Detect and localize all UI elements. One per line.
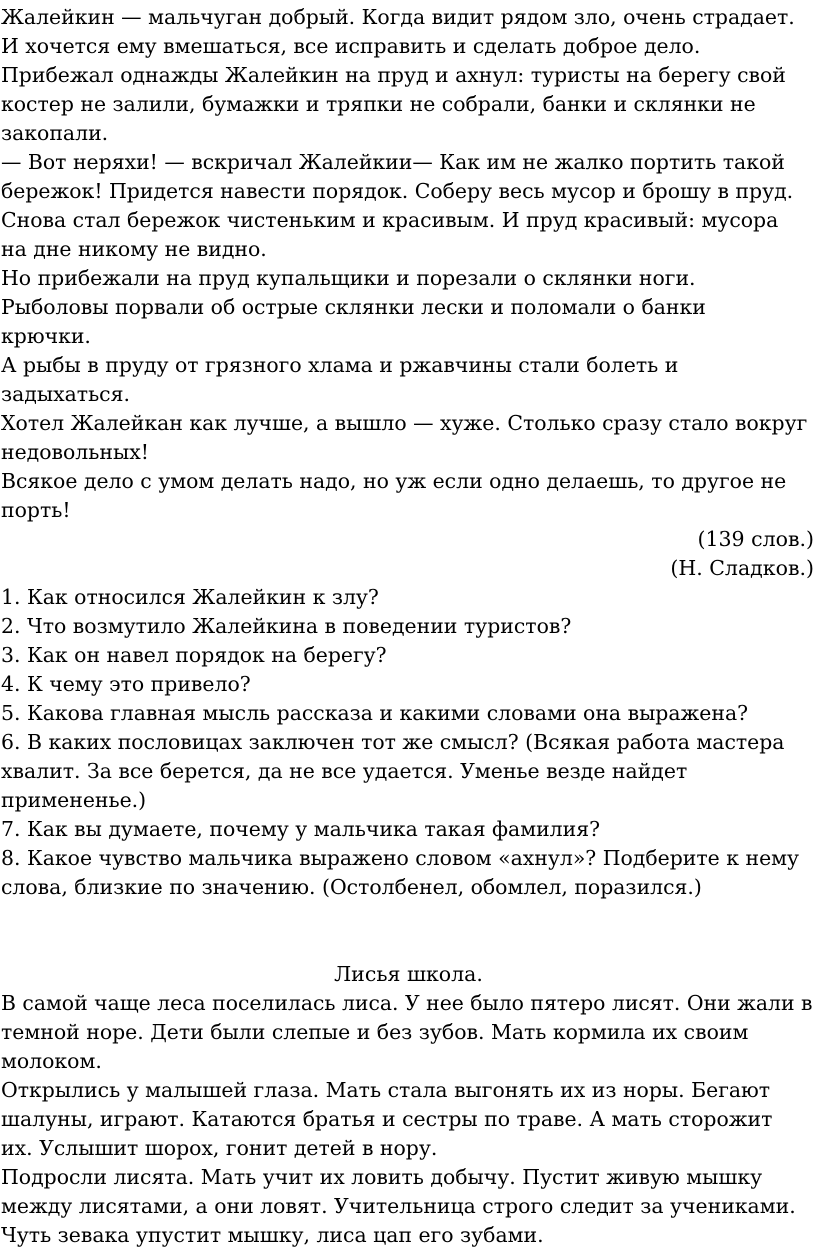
story-2: [1, 960, 816, 1250]
story-2-paragraph: [1, 1076, 816, 1163]
text-line: недовольных!: [1, 440, 149, 464]
question-item: [1, 728, 816, 815]
question-item: [1, 844, 816, 902]
text-line: порть!: [1, 498, 71, 522]
text-line: костер не залили, бумажки и тряпки не собрали, банки и склянки не: [1, 92, 756, 116]
text-line: Но прибежали на пруд купальщики и порезали о склянки ноги.: [1, 266, 696, 290]
text-line: Хотел Жалейкан как лучше, а вышло — хуже. Столько сразу стало вокруг: [1, 411, 808, 435]
text-line: 5. Какова главная мысль рассказа и какими словами она выражена?: [1, 701, 749, 725]
text-line: Открылись у малышей глаза. Мать стала выгонять их из норы. Бегают: [1, 1078, 771, 1102]
text-line: их. Услышит шорох, гонит детей в нору.: [1, 1136, 438, 1160]
text-line: Чуть зевака упустит мышку, лиса цап его зубами.: [1, 1223, 544, 1247]
text-line: Рыболовы порвали об острые склянки лески и поломали о банки: [1, 295, 706, 319]
text-line: 1. Как относился Жалейкин к злу?: [1, 585, 379, 609]
text-line: 4. К чему это привело?: [1, 672, 251, 696]
question-item: [1, 699, 816, 728]
text-line: В самой чаще леса поселилась лиса. У нее было пятеро лисят. Они жали в: [1, 991, 813, 1015]
story-1-paragraph: [1, 148, 816, 206]
text-line: Прибежал однажды Жалейкин на пруд и ахнул: туристы на берегу свой: [1, 63, 786, 87]
question-item: [1, 815, 816, 844]
story-2-paragraph: [1, 1163, 816, 1250]
story-1-paragraph: [1, 293, 816, 351]
text-line: темной норе. Дети были слепые и без зубов. Мать кормила их своим: [1, 1020, 749, 1044]
text-line: 6. В каких пословицах заключен тот же смысл? (Всякая работа мастера: [1, 730, 785, 754]
story-1-paragraph: [1, 409, 816, 467]
section-gap: [1, 902, 816, 960]
text-line: между лисятами, а они ловят. Учительница строго следит за учениками.: [1, 1194, 796, 1218]
question-item: [1, 583, 816, 612]
text-line: бережок! Придется навести порядок. Соберу весь мусор и брошу в пруд.: [1, 179, 794, 203]
text-line: — Вот неряхи! — вскричал Жалейкии— Как им не жалко портить такой: [1, 150, 785, 174]
questions-list: [1, 583, 816, 902]
word-count: (139 слов.): [697, 527, 814, 551]
text-line: крючки.: [1, 324, 91, 348]
text-line: И хочется ему вмешаться, все исправить и сделать доброе дело.: [1, 34, 701, 58]
text-line: Снова стал бережок чистеньким и красивым. И пруд красивый: мусора: [1, 208, 779, 232]
text-line: слова, близкие по значению. (Остолбенел, обомлел, поразился.): [1, 875, 702, 899]
text-line: 3. Как он навел порядок на берегу?: [1, 643, 387, 667]
story-1-paragraph: [1, 264, 816, 293]
question-item: [1, 641, 816, 670]
text-line: Подросли лисята. Мать учит их ловить добычу. Пустит живую мышку: [1, 1165, 763, 1189]
text-line: примененье.): [1, 788, 147, 812]
text-line: 8. Какое чувство мальчика выражено словом «ахнул»? Подберите к нему: [1, 846, 800, 870]
story-1-paragraph: [1, 3, 816, 61]
story-1-paragraph: [1, 61, 816, 148]
text-line: хвалит. За все берется, да не все удается. Уменье везде найдет: [1, 759, 688, 783]
text-line: на дне никому не видно.: [1, 237, 267, 261]
story-2-title: Лисья школа.: [334, 962, 483, 986]
story-1: [1, 3, 816, 583]
text-line: закопали.: [1, 121, 109, 145]
question-item: [1, 612, 816, 641]
author-attribution: (Н. Сладков.): [670, 556, 814, 580]
text-line: шалуны, играют. Катаются братья и сестры по траве. А мать сторожит: [1, 1107, 773, 1131]
text-line: молоком.: [1, 1049, 102, 1073]
text-line: 2. Что возмутило Жалейкина в поведении туристов?: [1, 614, 572, 638]
text-line: задыхаться.: [1, 382, 130, 406]
story-1-paragraph: [1, 351, 816, 409]
text-line: А рыбы в пруду от грязного хлама и ржавчины стали болеть и: [1, 353, 679, 377]
text-line: Всякое дело с умом делать надо, но уж если одно делаешь, то другое не: [1, 469, 787, 493]
question-item: [1, 670, 816, 699]
text-line: 7. Как вы думаете, почему у мальчика такая фамилия?: [1, 817, 601, 841]
story-1-paragraph: [1, 206, 816, 264]
text-line: Жалейкин — мальчуган добрый. Когда видит рядом зло, очень страдает.: [1, 5, 795, 29]
story-1-paragraph: [1, 467, 816, 525]
story-2-paragraph: [1, 989, 816, 1076]
